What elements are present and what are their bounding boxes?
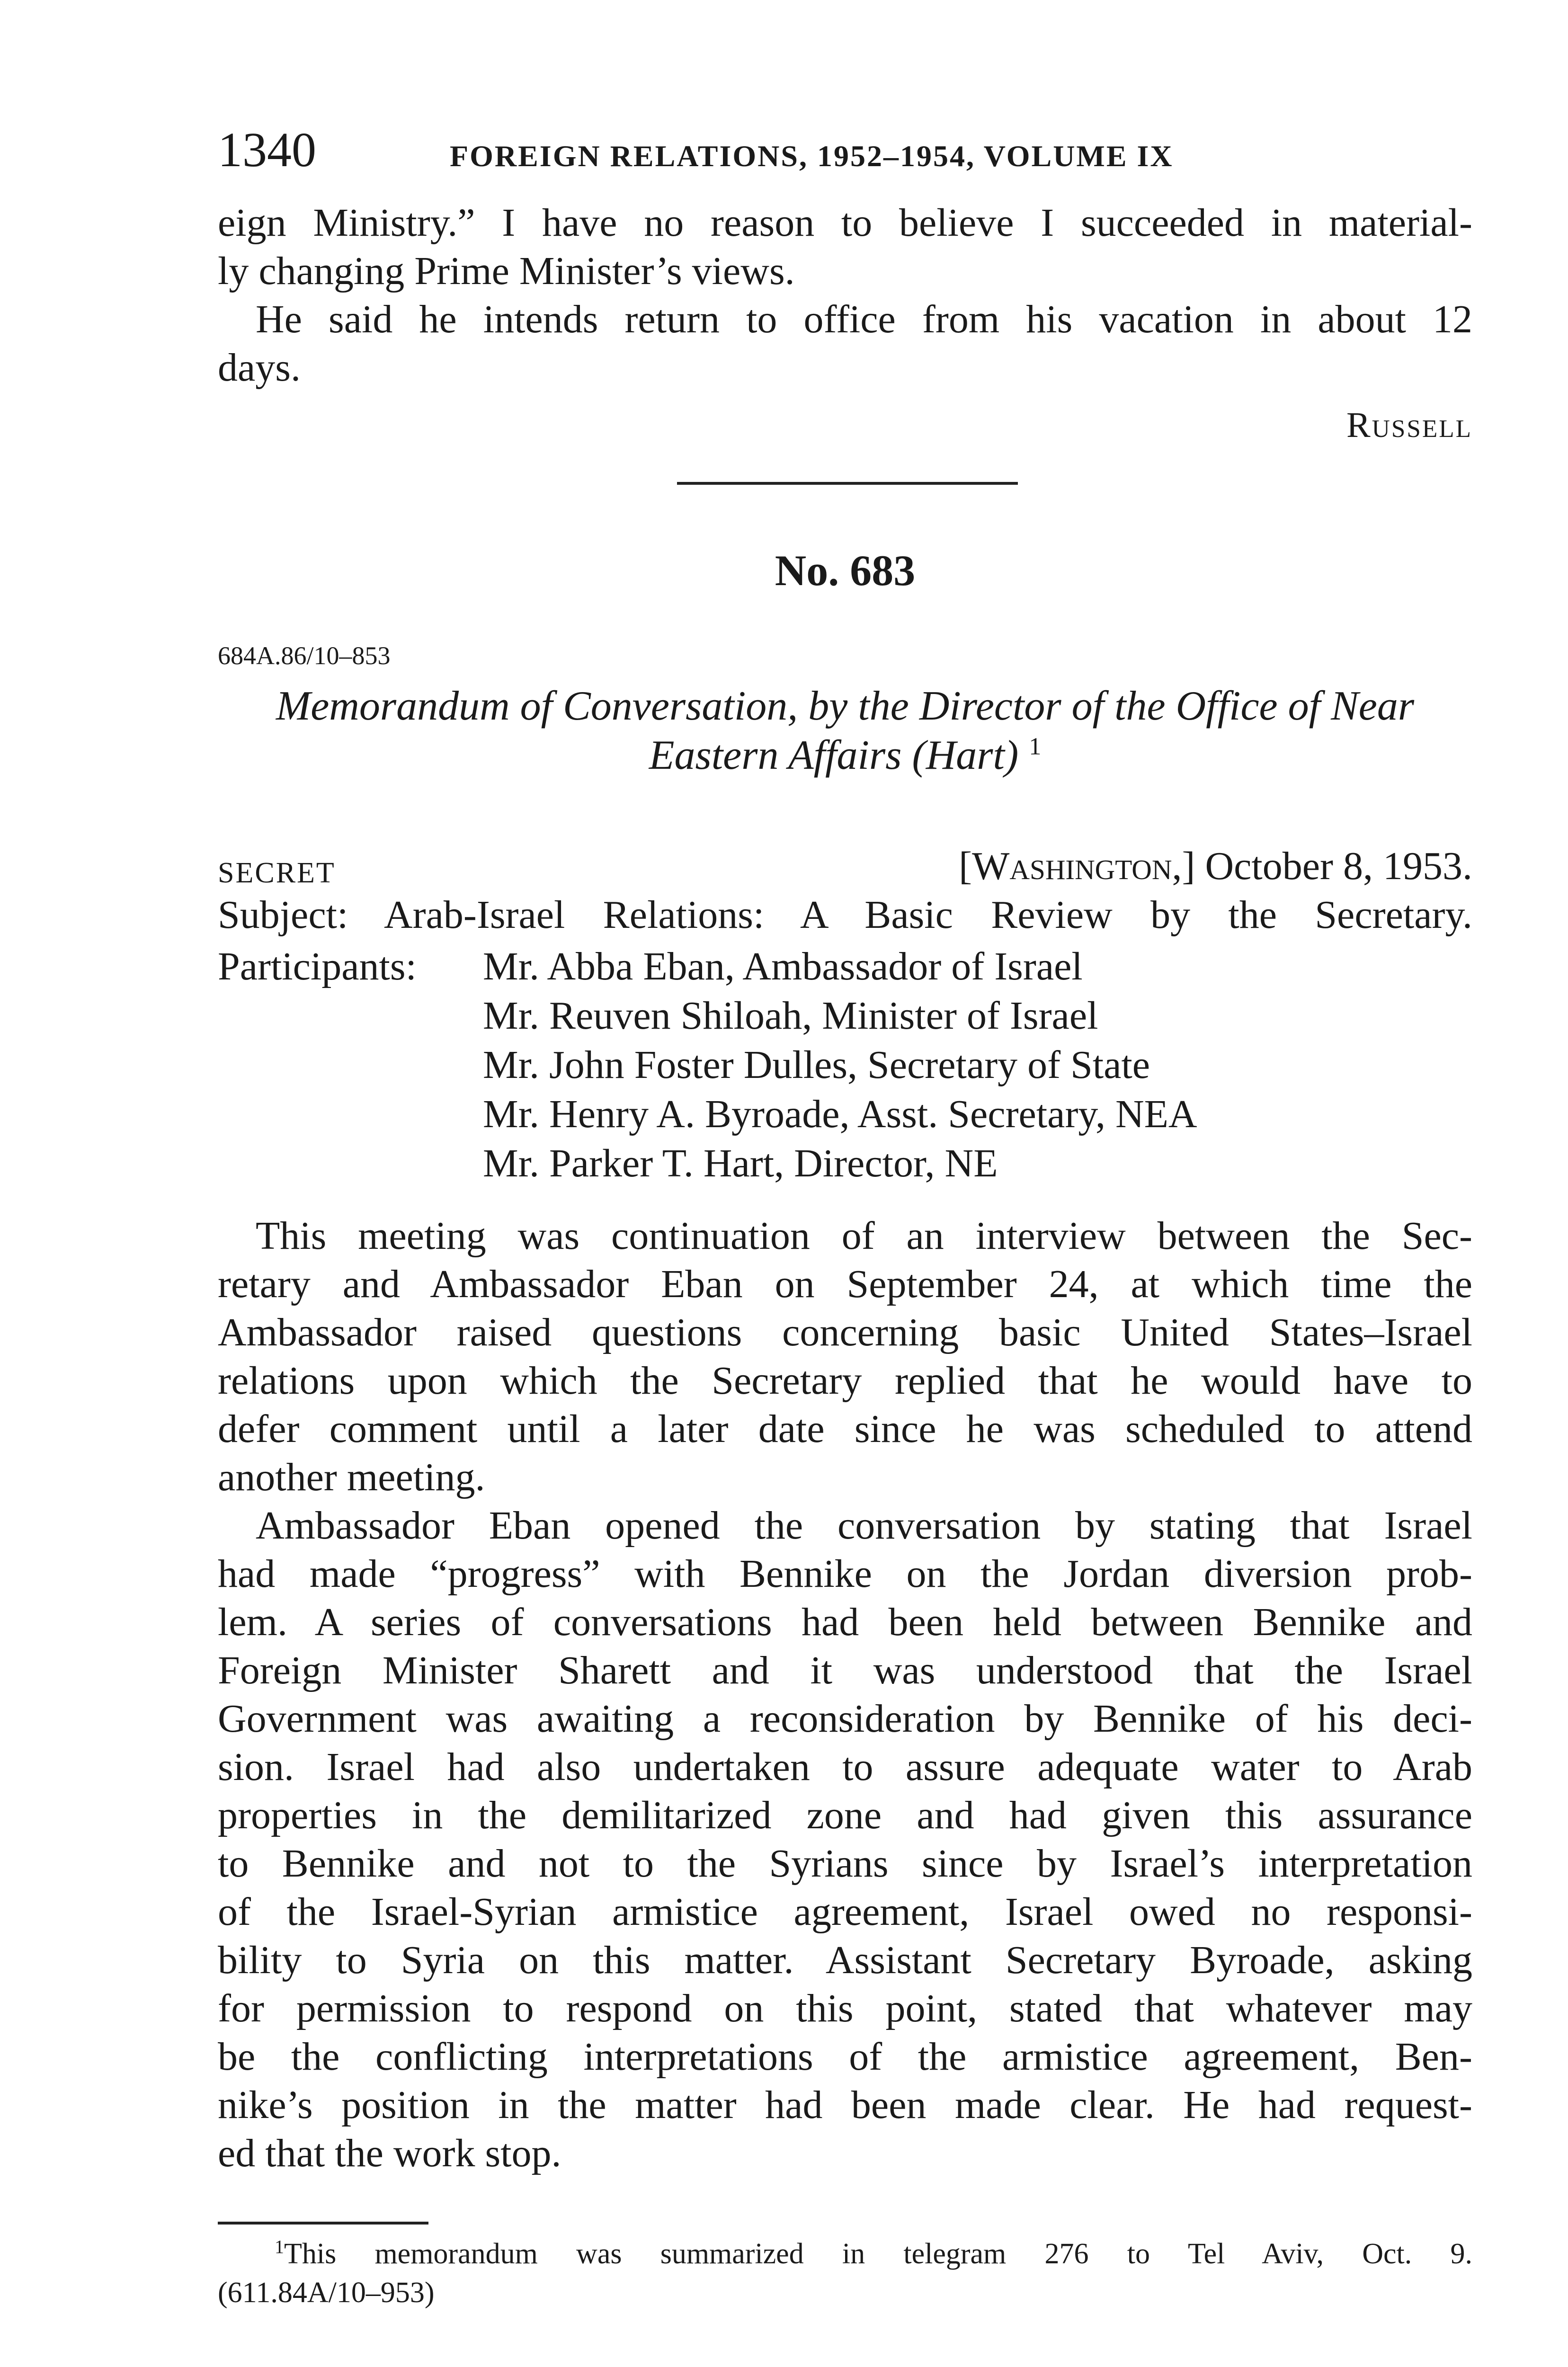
paragraph-1-line: This meeting was continuation of an interview between the Sec- <box>256 1214 1472 1258</box>
paragraph-2-line: Government was awaiting a reconsideration by Bennike of his deci- <box>218 1697 1472 1741</box>
participant: Mr. Parker T. Hart, Director, NE <box>483 1141 998 1185</box>
footnote-mark: 1 <box>275 2236 284 2258</box>
section-divider <box>677 482 1018 485</box>
running-head: FOREIGN RELATIONS, 1952–1954, VOLUME IX <box>450 139 1174 173</box>
footnote-reference: 1 <box>1029 733 1042 760</box>
paragraph-1-line: Ambassador raised questions concerning basic United States–Israel <box>218 1310 1472 1354</box>
participants-list <box>483 942 1197 1188</box>
paragraph-2-line: had made “progress” with Bennike on the Jordan diversion prob- <box>218 1552 1472 1596</box>
page-header <box>218 124 1472 190</box>
document-title-line-2-text: Eastern Affairs (Hart) <box>649 732 1019 778</box>
footnote-divider <box>218 2222 428 2225</box>
participant: Mr. Reuven Shiloah, Minister of Israel <box>483 994 1098 1038</box>
paragraph-1-line: defer comment until a later date since he was scheduled to attend <box>218 1407 1472 1451</box>
paragraph-2-line: Ambassador Eban opened the conversation by stating that Israel <box>256 1504 1472 1548</box>
paragraph-2-line: for permission to respond on this point, stated that whatever may <box>218 1986 1472 2030</box>
continuation-line-4: days. <box>218 346 301 390</box>
participants-label: Participants: <box>218 944 417 988</box>
paragraph-2-line: nike’s position in the matter had been made clear. He had request- <box>218 2083 1472 2127</box>
document-title-line-2 <box>218 731 1472 780</box>
participant: Mr. Henry A. Byroade, Asst. Secretary, NEA <box>483 1092 1197 1136</box>
document-title <box>218 682 1472 780</box>
place-date-prefix: [ <box>959 844 972 888</box>
paragraph-2-line: sion. Israel had also undertaken to assure adequate water to Arab <box>218 1745 1472 1789</box>
document-title-line-1: Memorandum of Conversation, by the Director of the Office of Near <box>276 683 1415 729</box>
footnote-line-1 <box>218 2234 1472 2273</box>
place-date-suffix: ,] October 8, 1953. <box>1172 844 1472 888</box>
continuation-line-1: eign Ministry.” I have no reason to believe I succeeded in material- <box>218 201 1472 245</box>
document-number: No. 683 <box>775 546 916 595</box>
classification-row <box>218 843 1472 890</box>
paragraph-2-line: bility to Syria on this matter. Assistant Secretary Byroade, asking <box>218 1938 1472 1982</box>
file-number: 684A.86/10–853 <box>218 641 391 670</box>
paragraph-2-line: to Bennike and not to the Syrians since by Israel’s interpretation <box>218 1842 1472 1886</box>
page-number: 1340 <box>218 123 316 177</box>
place: Washington <box>972 844 1172 888</box>
paragraph-1-line: another meeting. <box>218 1455 485 1499</box>
participant: Mr. Abba Eban, Ambassador of Israel <box>483 944 1083 988</box>
paragraph-1-line: relations upon which the Secretary replied that he would have to <box>218 1359 1472 1403</box>
paragraph-2-line: ed that the work stop. <box>218 2131 561 2175</box>
footnote <box>218 2234 1472 2312</box>
place-date <box>959 843 1472 890</box>
participant: Mr. John Foster Dulles, Secretary of State <box>483 1043 1150 1087</box>
classification: SECRET <box>218 857 336 889</box>
footnote-line-2: (611.84A/10–953) <box>218 2277 435 2309</box>
continuation-line-3: He said he intends return to office from his vacation in about 12 <box>256 297 1472 341</box>
subject-line: Subject: Arab-Israel Relations: A Basic Review by the Secretary. <box>218 893 1472 937</box>
paragraph-2-line: Foreign Minister Sharett and it was understood that the Israel <box>218 1648 1472 1692</box>
signature: Russell <box>1346 405 1472 445</box>
paragraph-2-line: be the conflicting interpretations of the armistice agreement, Ben- <box>218 2035 1472 2079</box>
paragraph-2-line: properties in the demilitarized zone and had given this assurance <box>218 1793 1472 1837</box>
paragraph-2-line: of the Israel-Syrian armistice agreement, Israel owed no responsi- <box>218 1890 1472 1934</box>
footnote-line-1-text: This memorandum was summarized in telegram 276 to Tel Aviv, Oct. 9. <box>284 2238 1472 2270</box>
paragraph-2-line: lem. A series of conversations had been held between Bennike and <box>218 1600 1472 1644</box>
paragraph-1-line: retary and Ambassador Eban on September 24, at which time the <box>218 1262 1472 1306</box>
continuation-line-2: ly changing Prime Minister’s views. <box>218 249 795 293</box>
